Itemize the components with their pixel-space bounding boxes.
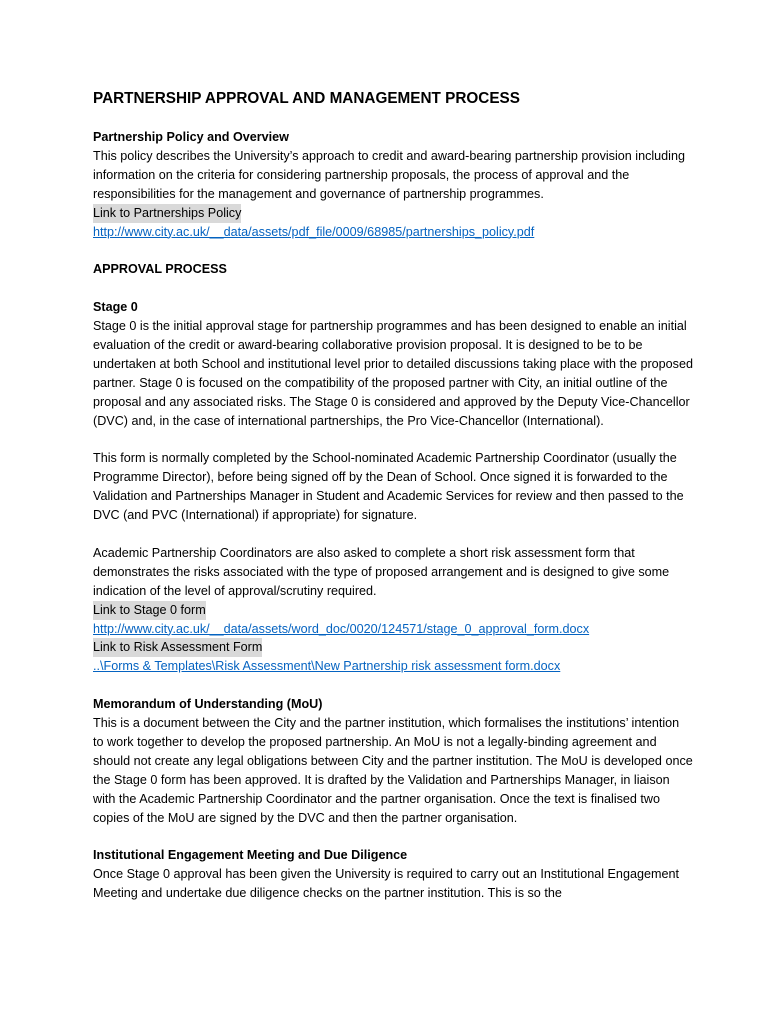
stage0-heading: Stage 0 [93, 300, 138, 315]
policy-body: This policy describes the University’s approach to credit and award-bearing partnership provision including information on the criteria for considering partnership proposals, the process of approval and the responsibilities for the management and governance of partnership programmes. [93, 148, 685, 201]
risk-form-link[interactable]: ..\Forms & Templates\Risk Assessment\New Partnership risk assessment form.docx [93, 659, 561, 674]
stage0-paragraph-3: Academic Partnership Coordinators are also asked to complete a short risk assessment form that demonstrates the risks associated with the type of proposed arrangement and is designed to give some indication of the level of approval/scrutiny required. [93, 545, 670, 598]
mou-body: This is a document between the City and the partner institution, which formalises the institutions’ intention to work together to develop the proposed partnership. An MoU is not a legally-binding agreement and should not create any legal obligations between City and the partner institution. The MoU is developed once the Stage 0 form has been approved. It is drafted by the Validation and Partnerships Manager, in liaison with the Academic Partnership Coordinator and the partner organisation. Once the text is finalised two copies of the MoU are signed by the DVC and then the partner organisation. [93, 716, 693, 825]
risk-form-link-label: Link to Risk Assessment Form [93, 638, 262, 657]
document-body [93, 88, 693, 903]
stage0-form-link-label: Link to Stage 0 form [93, 601, 206, 620]
policy-link[interactable]: http://www.city.ac.uk/__data/assets/pdf_file/0009/68985/partnerships_policy.pdf [93, 224, 535, 239]
engagement-heading: Institutional Engagement Meeting and Due Diligence [93, 848, 408, 863]
stage0-paragraph-2: This form is normally completed by the School-nominated Academic Partnership Coordinator (usually the Programme Director), before being signed off by the Dean of School. Once signed it is forwarded to the Validation and Partnerships Manager in Student and Academic Services for review and then passed to the DVC (and PVC (International) if appropriate) for signature. [93, 451, 684, 523]
policy-heading: Partnership Policy and Overview [93, 130, 289, 144]
page-title: PARTNERSHIP APPROVAL AND MANAGEMENT PROCESS [93, 90, 520, 107]
approval-process-heading: APPROVAL PROCESS [93, 262, 227, 277]
stage0-paragraph-1: Stage 0 is the initial approval stage for partnership programmes and has been designed to enable an initial evaluation of the credit or award-bearing collaborative provision proposal. It is designed to be to be undertaken at both School and institutional level prior to detailed discussions taking place with the proposed partner. Stage 0 is focused on the compatibility of the proposed partner with City, an initial outline of the proposal and any associated risks. The Stage 0 is considered and approved by the Deputy Vice-Chancellor (DVC) and, in the case of international partnerships, the Pro Vice-Chancellor (International). [93, 319, 693, 428]
policy-link-label: Link to Partnerships Policy [93, 204, 241, 223]
stage0-form-link[interactable]: http://www.city.ac.uk/__data/assets/word_doc/0020/124571/stage_0_approval_form.docx [93, 621, 590, 636]
mou-heading: Memorandum of Understanding (MoU) [93, 697, 323, 712]
engagement-body: Once Stage 0 approval has been given the University is required to carry out an Institutional Engagement Meeting and undertake due diligence checks on the partner institution. This is so the [93, 867, 679, 901]
